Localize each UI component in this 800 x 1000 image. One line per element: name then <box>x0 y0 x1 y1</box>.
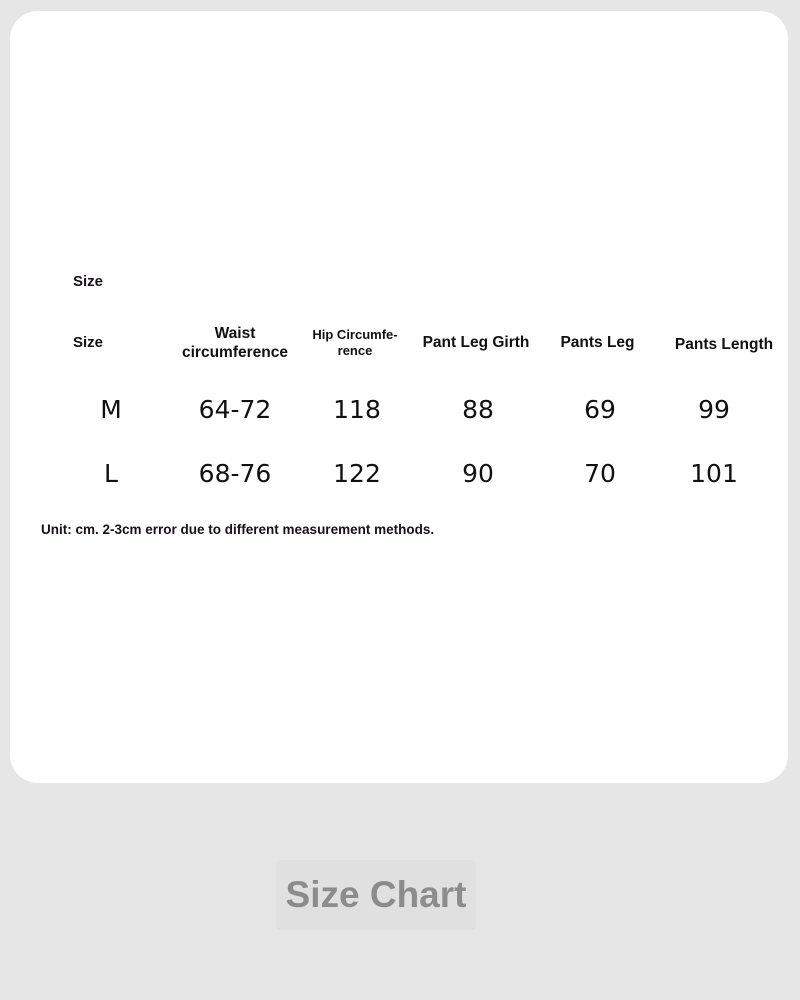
header-waist <box>160 325 310 362</box>
cell-m-waist: 64-72 <box>198 395 272 424</box>
cell-l-waist: 68-76 <box>198 459 272 488</box>
header-waist-line2: circumference <box>182 343 288 361</box>
cell-m-pants-leg: 69 <box>584 395 616 424</box>
size-chart-title: Size Chart <box>276 860 476 930</box>
cell-l-pants-leg: 70 <box>584 459 616 488</box>
header-hip-line2: rence <box>337 342 373 358</box>
header-size: Size <box>72 334 103 351</box>
measurement-note: Unit: cm. 2-3cm error due to different measurement methods. <box>41 522 435 537</box>
header-waist-line1: Waist <box>214 325 256 342</box>
cell-m-hip: 118 <box>333 395 381 424</box>
header-pant-leg-girth: Pant Leg Girth <box>422 334 530 351</box>
cell-m-pant-leg-girth: 88 <box>462 395 494 424</box>
header-pants-leg: Pants Leg <box>560 334 635 351</box>
cell-m-pants-length: 99 <box>698 395 730 424</box>
size-chart-card <box>10 11 788 783</box>
header-hip-line1: Hip Circumfe- <box>312 327 398 342</box>
cell-l-pants-length: 101 <box>690 459 738 488</box>
cell-l-pant-leg-girth: 90 <box>462 459 494 488</box>
cell-l-size: L <box>104 459 118 488</box>
header-hip <box>290 327 420 358</box>
cell-l-hip: 122 <box>333 459 381 488</box>
header-pants-length: Pants Length <box>674 336 774 353</box>
cell-m-size: M <box>100 395 122 424</box>
table-caption: Size <box>73 273 104 290</box>
